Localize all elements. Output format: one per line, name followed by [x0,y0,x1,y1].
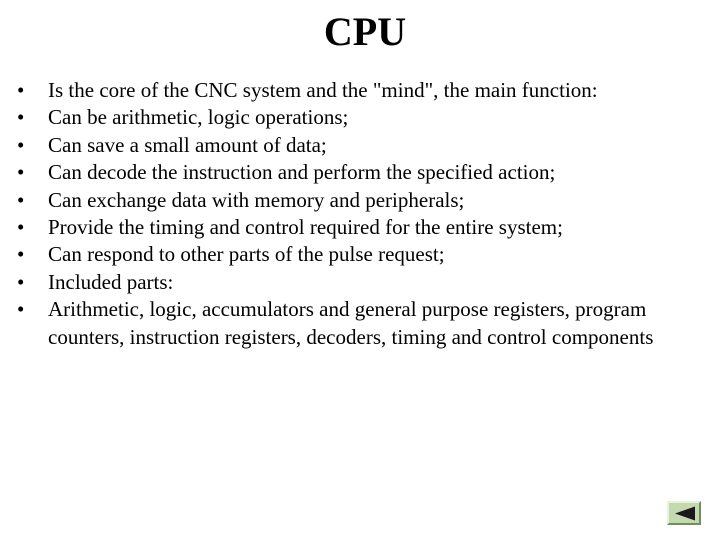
bullet-text: Included parts: [48,269,174,294]
bullet-text: Arithmetic, logic, accumulators and general purpose registers, program counters, instruction registers, decoders, timing and control components [48,297,654,349]
bullet-text: Can be arithmetic, logic operations; [48,105,349,130]
bullet-list [17,77,717,351]
bullet-text: Can respond to other parts of the pulse request; [48,242,445,267]
bullet-item [17,269,717,296]
bullet-item [17,296,717,351]
bullet-item [17,241,717,268]
bullet-icon: • [17,105,25,130]
bullet-icon: • [17,215,25,240]
bullet-item [17,132,717,159]
bullet-item [17,104,717,131]
bullet-text: Can exchange data with memory and peripherals; [48,187,465,212]
bullet-icon: • [17,297,25,322]
bullet-icon: • [17,78,25,102]
bullet-text: Can save a small amount of data; [48,132,327,157]
bullet-icon: • [17,132,25,157]
bullet-icon: • [17,160,25,185]
bullet-icon: • [17,242,25,267]
bullet-item [17,214,717,241]
slide-title: CPU [323,9,407,54]
bullet-text: Can decode the instruction and perform the specified action; [48,160,556,185]
triangle-left-icon [674,506,696,521]
back-button[interactable] [667,501,701,525]
bullet-item [17,159,717,186]
bullet-icon: • [17,269,25,294]
bullet-text: Is the core of the CNC system and the "mind", the main function: [48,78,598,102]
bullet-item [17,77,717,104]
bullet-text: Provide the timing and control required for the entire system; [48,215,563,240]
bullet-item [17,187,717,214]
bullet-icon: • [17,187,25,212]
